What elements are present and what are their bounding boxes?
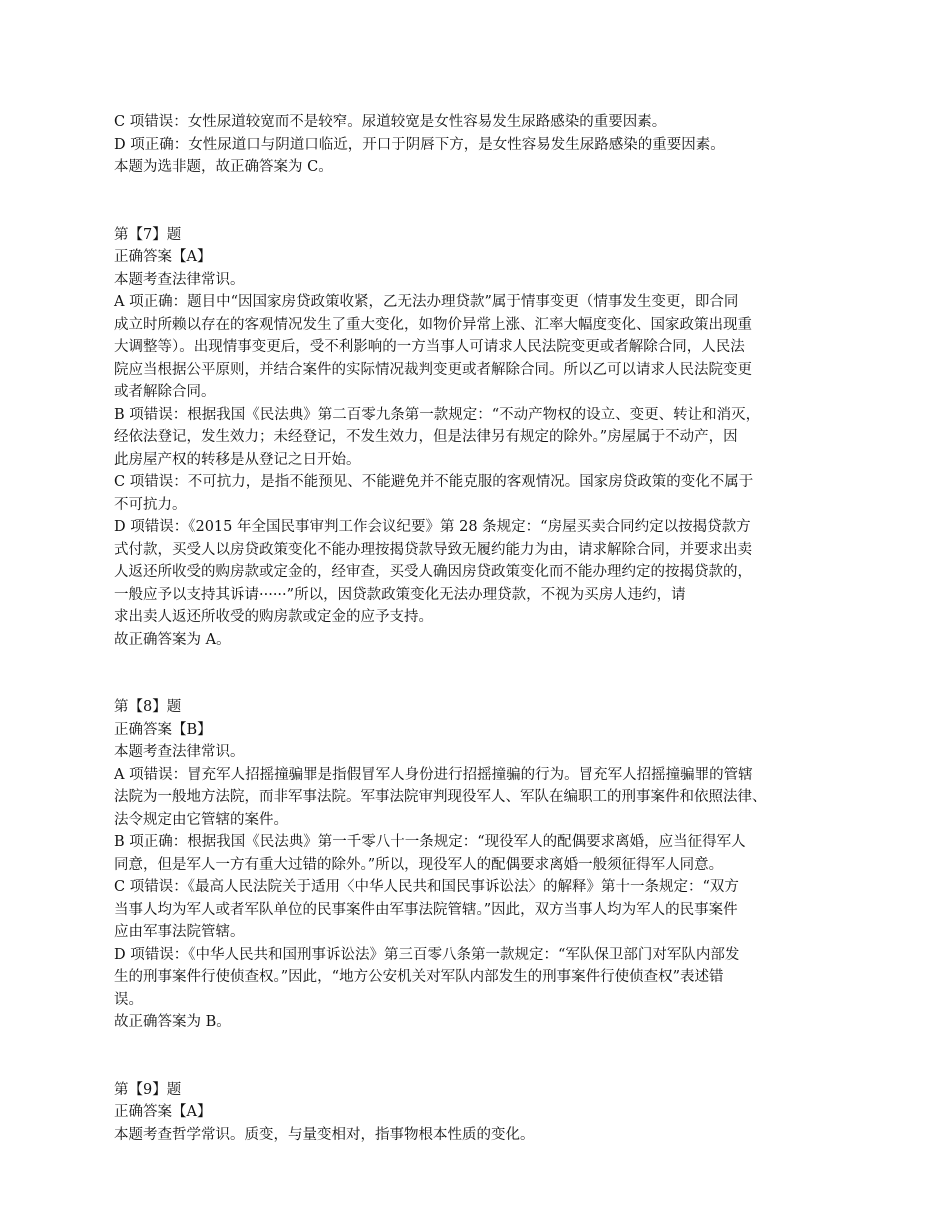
text-line: 误。 bbox=[114, 991, 143, 1008]
text-line: 生的刑事案件行使侦查权。”因此，“地方公安机关对军队内部发生的刑事案件行使侦查权”表述错 bbox=[114, 969, 724, 985]
text-line: 本题考查哲学常识。质变，与量变相对，指事物根本性质的变化。 bbox=[114, 1126, 535, 1143]
text-line: 本题考查法律常识。 bbox=[114, 744, 245, 760]
text-line: B 项正确：根据我国《民法典》第一千零八十一条规定：“现役军人的配偶要求离婚，应当征得军人 bbox=[114, 834, 746, 850]
text-line: 本题为选非题，故正确答案为 C。 bbox=[114, 159, 333, 175]
text-line: B 项错误：根据我国《民法典》第二百零九条第一款规定：“不动产物权的设立、变更、转让和消灭， bbox=[114, 406, 761, 423]
text-line: 大调整等）。出现情事变更后，受不利影响的一方当事人可请求人民法院变更或者解除合同，人民法 bbox=[114, 339, 745, 355]
text-line: 本题考查法律常识。 bbox=[114, 271, 245, 288]
section-spacer bbox=[114, 651, 839, 696]
section-spacer bbox=[114, 1034, 839, 1079]
text-line: 法院为一般地方法院，而非军事法院。军事法院审判现役军人、军队在编职工的刑事案件和依照法律、 bbox=[114, 789, 767, 805]
text-line: A 项正确：题目中“因国家房贷政策收紧，乙无法办理贷款”属于情事变更（情事发生变更，即合同 bbox=[114, 294, 739, 310]
correct-answer: 正确答案【A】 bbox=[114, 249, 212, 265]
text-line: 一般应予以支持其诉请······”所以，因贷款政策变化无法办理贷款，不视为买房人违约，请 bbox=[114, 586, 686, 603]
text-line: C 项错误：《最高人民法院关于适用〈中华人民共和国民事诉讼法〉的解释》第十一条规定：“双方 bbox=[114, 879, 739, 895]
correct-answer: 正确答案【B】 bbox=[114, 721, 212, 738]
text-line: 应由军事法院管辖。 bbox=[114, 924, 245, 940]
text-line: 经依法登记，发生效力；未经登记，不发生效力，但是法律另有规定的除外。”房屋属于不动产，因 bbox=[114, 429, 738, 445]
document-page bbox=[114, 111, 839, 1146]
text-line: 求出卖人返还所收受的购房款或定金的应予支持。 bbox=[114, 609, 433, 625]
text-line: A 项错误：冒充军人招摇撞骗罪是指假冒军人身份进行招摇撞骗的行为。冒充军人招摇撞骗罪的管辖 bbox=[114, 766, 753, 783]
text-line: 式付款，买受人以房贷政策变化不能办理按揭贷款导致无履约能力为由，请求解除合同，并要求出卖 bbox=[114, 541, 752, 558]
text-line: 此房屋产权的转移是从登记之日开始。 bbox=[114, 451, 361, 468]
text-line: 院应当根据公平原则，并结合案件的实际情况裁判变更或者解除合同。所以乙可以请求人民法院变更 bbox=[114, 361, 752, 378]
text-line: 成立时所赖以存在的客观情况发生了重大变化，如物价异常上涨、汇率大幅度变化、国家政策出现重 bbox=[114, 316, 752, 333]
text-line: C 项错误：不可抗力，是指不能预见、不能避免并不能克服的客观情况。国家房贷政策的变化不属于 bbox=[114, 474, 754, 490]
text-line: 不可抗力。 bbox=[114, 496, 187, 513]
text-line: 故正确答案为 A。 bbox=[114, 631, 231, 648]
text-line: D 项错误：《2015 年全国民事审判工作会议纪要》第 28 条规定：“房屋买卖合同约定以按揭贷款方 bbox=[114, 519, 751, 535]
question-7-section bbox=[114, 224, 839, 652]
question-title: 第【9】题 bbox=[114, 1081, 182, 1098]
text-line: 当事人均为军人或者军队单位的民事案件由军事法院管辖。”因此，双方当事人均为军人的民事案件 bbox=[114, 901, 738, 918]
text-line: D 项错误：《中华人民共和国刑事诉讼法》第三百零八条第一款规定：“军队保卫部门对军队内部发 bbox=[114, 946, 740, 963]
question-9-section bbox=[114, 1079, 839, 1147]
section-spacer bbox=[114, 179, 839, 224]
question-title: 第【8】题 bbox=[114, 699, 182, 715]
text-line: 人返还所收受的购房款或定金的，经审查，买受人确因房贷政策变化而不能办理约定的按揭贷款的， bbox=[114, 564, 752, 580]
text-line: D 项正确：女性尿道口与阴道口临近，开口于阴唇下方，是女性容易发生尿路感染的重要因素。 bbox=[114, 136, 725, 153]
correct-answer: 正确答案【A】 bbox=[114, 1104, 212, 1120]
text-line: 或者解除合同。 bbox=[114, 384, 216, 400]
question-title: 第【7】题 bbox=[114, 226, 182, 243]
text-line: C 项错误：女性尿道较宽而不是较窄。尿道较宽是女性容易发生尿路感染的重要因素。 bbox=[114, 114, 667, 130]
text-line: 故正确答案为 B。 bbox=[114, 1014, 231, 1030]
intro-section bbox=[114, 111, 839, 179]
text-line: 法令规定由它管辖的案件。 bbox=[114, 811, 288, 828]
text-line: 同意，但是军人一方有重大过错的除外。”所以，现役军人的配偶要求离婚一般须征得军人同意。 bbox=[114, 856, 724, 873]
question-8-section bbox=[114, 696, 839, 1034]
